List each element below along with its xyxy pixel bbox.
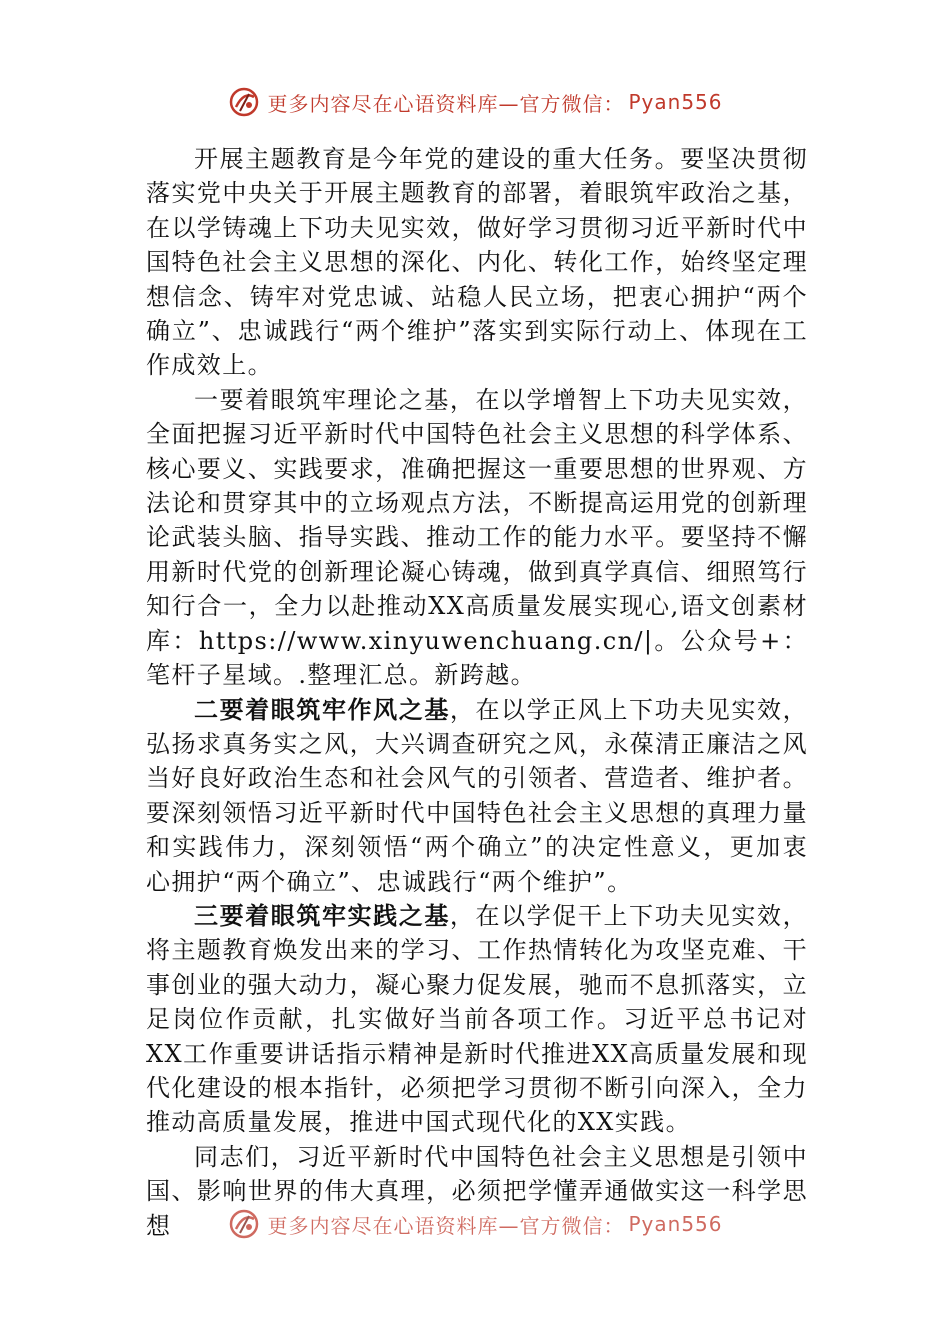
paragraph-lead: 三要着眼筑牢实践之基 [194, 900, 450, 930]
paragraph-style [146, 693, 808, 899]
paragraph-practice [146, 899, 808, 1140]
header-wechat-id: Pyan556 [628, 90, 723, 114]
paragraph-theory [146, 383, 808, 693]
paragraph-text: ，在以学正风上下功夫见实效，弘扬求真务实之风，大兴调查研究之风，永葆清正廉洁之风当好良好政治生态和社会风气的引领者、营造者、维护者。要深刻领悟习近平新时代中国特色社会主义思想的真理力量和实践伟力，深刻领悟“两个确立”的决定性意义，更加衷心拥护“两个确立”、忠诚践行“两个维护”。 [146, 695, 809, 896]
footer-text: 更多内容尽在心语资料库—官方微信： [267, 1213, 625, 1238]
paragraph-text: 开展主题教育是今年党的建设的重大任务。要坚决贯彻落实党中央关于开展主题教育的部署，着眼筑牢政治之基，在以学铸魂上下功夫见实效，做好学习贯彻习近平新时代中国特色社会主义思想的深化、内化、转化工作，始终坚定理想信念、铸牢对党忠诚、站稳人民立场，把衷心拥护“两个确立”、忠诚践行“两个维护”落实到实际行动上、体现在工作成效上。 [146, 145, 808, 380]
paragraph-text: 同志们，习近平新时代中国特色社会主义思想是引领中国、影响世界的伟大真理，必须把学懂弄通做实这一科学思想 [146, 1142, 808, 1240]
footer-watermark [0, 1204, 950, 1244]
paragraph-lead: 二要着眼筑牢作风之基 [194, 694, 450, 724]
logo-icon [227, 1207, 261, 1241]
paragraph-text: ，在以学促干上下功夫见实效，将主题教育焕发出来的学习、工作热情转化为攻坚克难、干事创业的强大动力，凝心聚力促发展，驰而不息抓落实，立足岗位作贡献，扎实做好当前各项工作。习近平总书记对XX工作重要讲话指示精神是新时代推进XX高质量发展和现代化建设的根本指针，必须把学习贯彻不断引向深入，全力推动高质量发展，推进中国式现代化的XX实践。 [146, 901, 809, 1137]
footer-wechat-id: Pyan556 [628, 1212, 723, 1236]
document-body [146, 142, 808, 1243]
paragraph-text: 一要着眼筑牢理论之基，在以学增智上下功夫见实效，全面把握习近平新时代中国特色社会主义思想的科学体系、核心要义、实践要求，准确把握这一重要思想的世界观、方法论和贯穿其中的立场观点方法，不断提高运用党的创新理论武装头脑、指导实践、推动工作的能力水平。要坚持不懈用新时代党的创新理论凝心铸魂，做到真学真信、细照笃行知行合一，全力以赴推动XX高质量发展实现心,语文创素材库：https://www.xinyuwenchuang.cn/|。公众号+：笔杆子星域。.整理汇总。新跨越。 [146, 385, 808, 690]
header-text: 更多内容尽在心语资料库—官方微信： [267, 91, 625, 116]
paragraph-intro [146, 142, 808, 383]
